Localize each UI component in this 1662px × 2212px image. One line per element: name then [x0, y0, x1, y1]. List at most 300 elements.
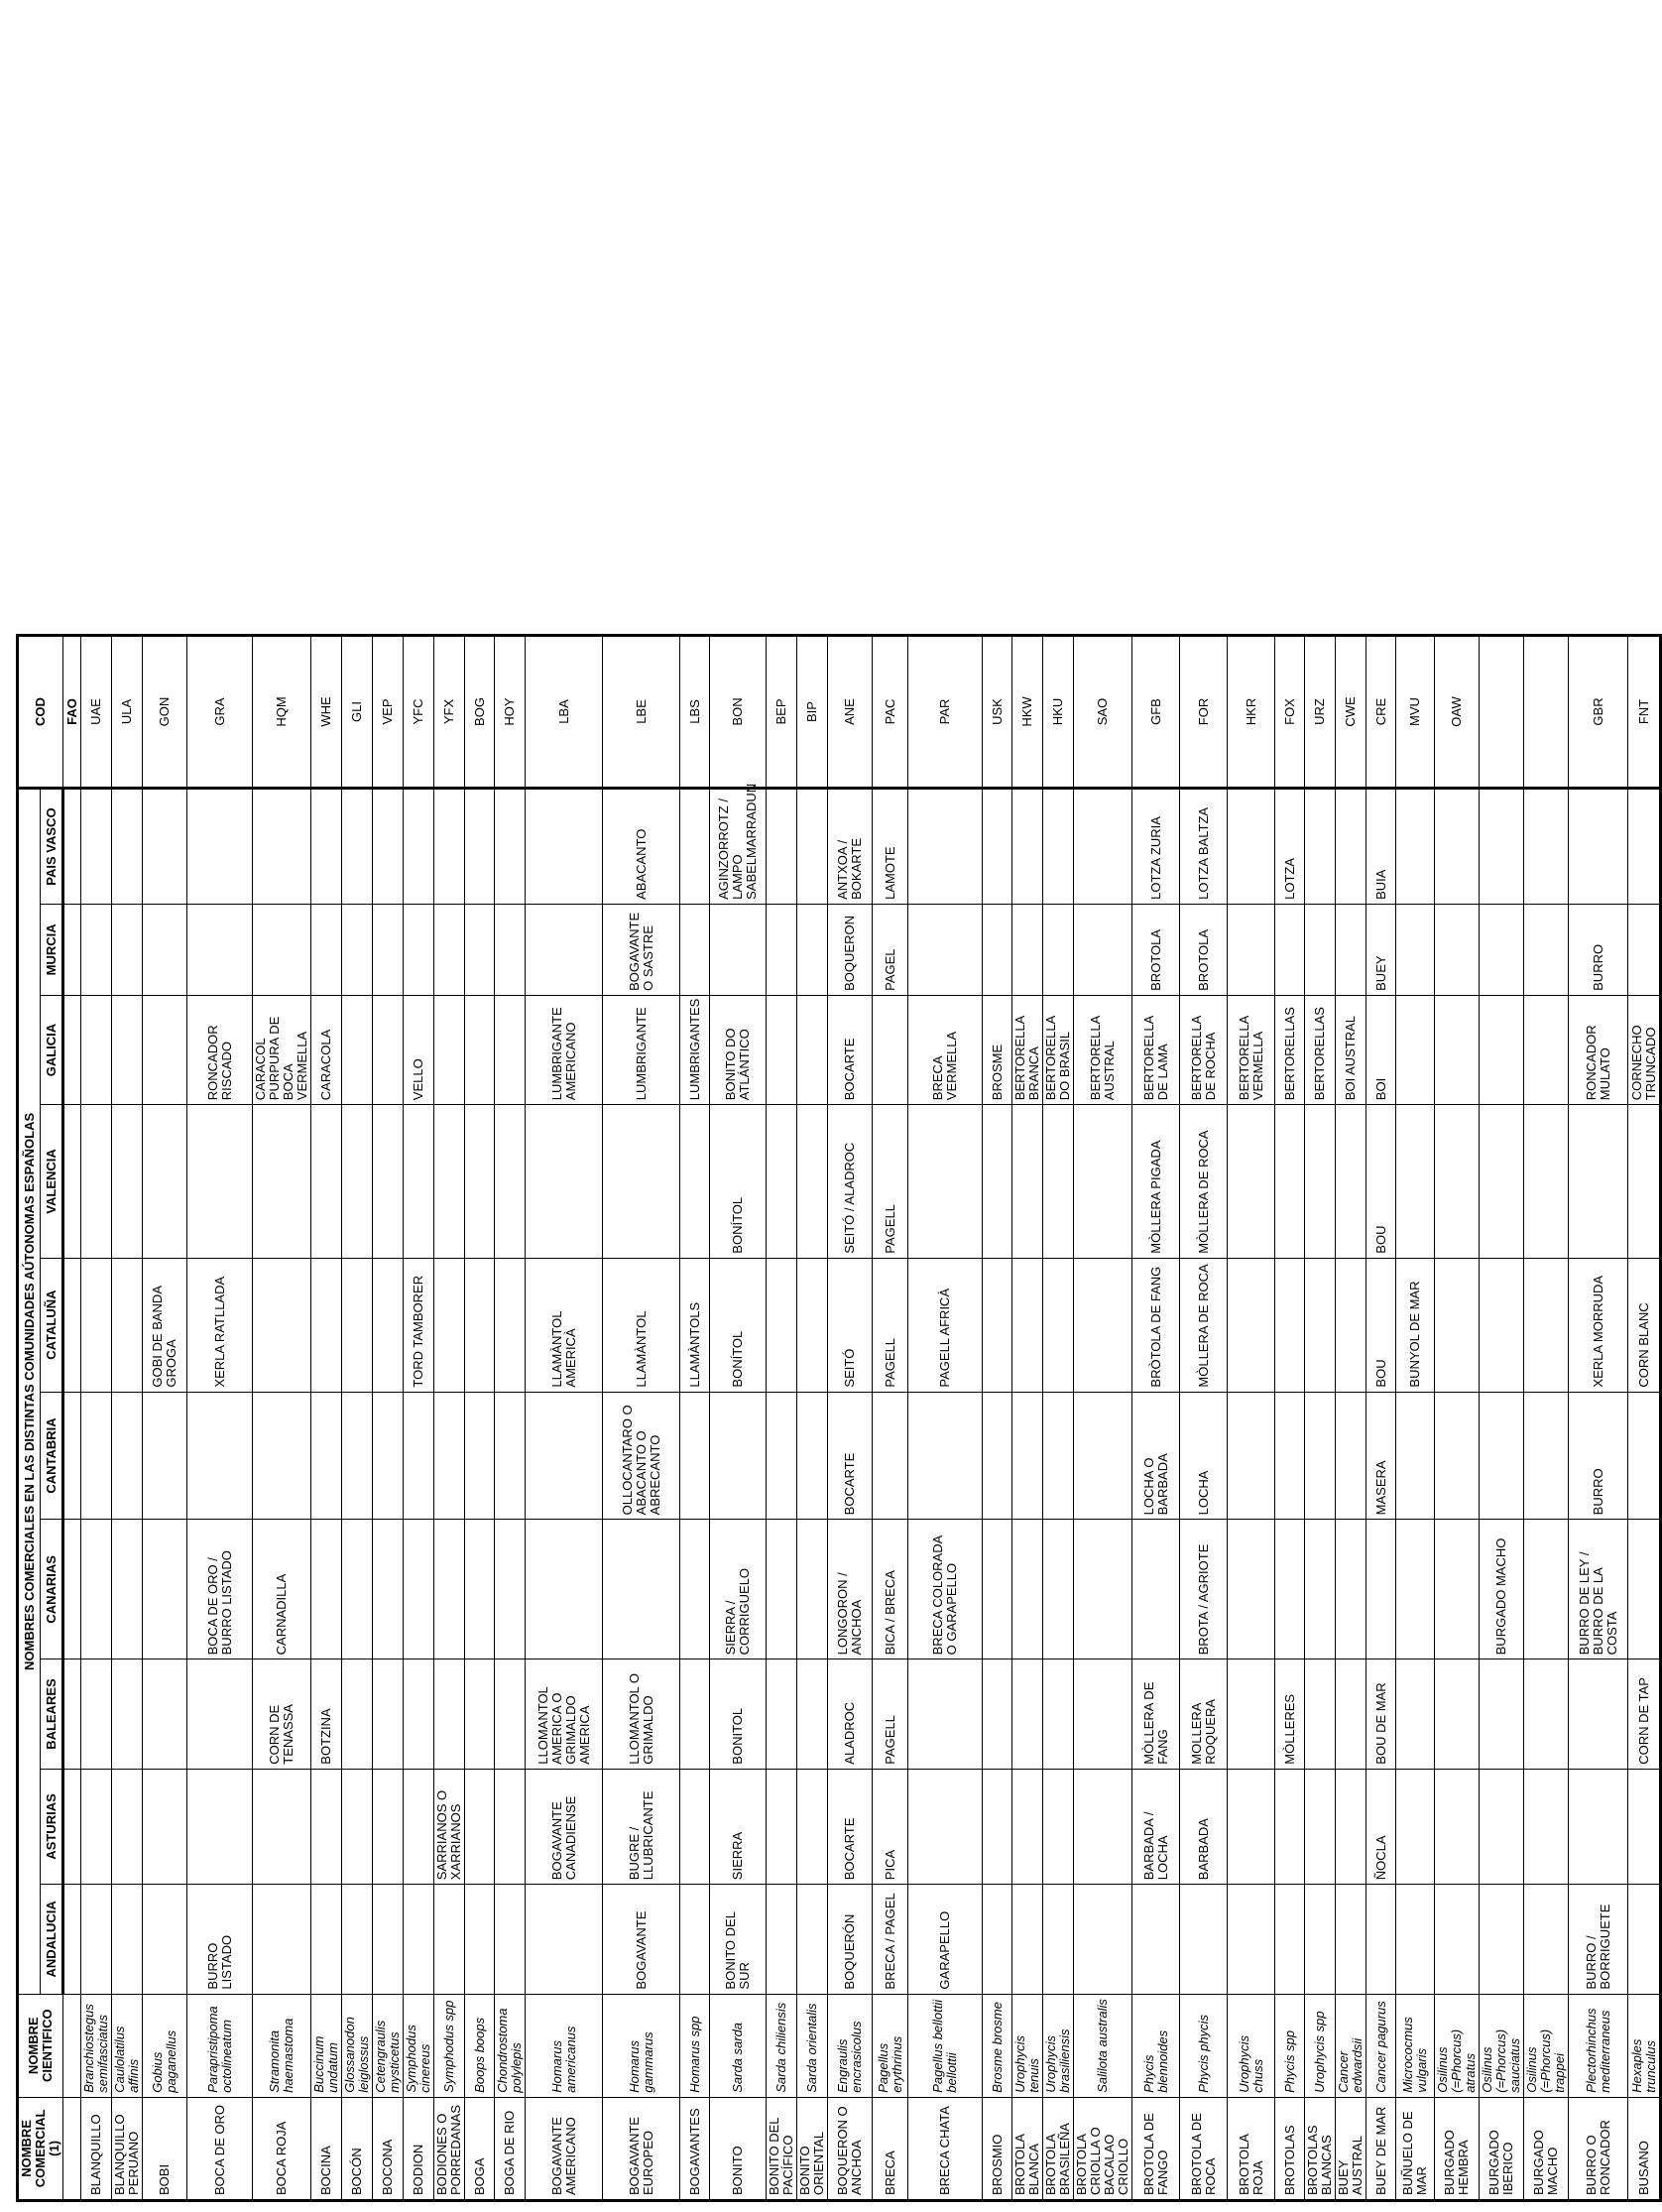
table-row [767, 14, 797, 2201]
region-name-cell [797, 1885, 828, 1994]
region-name-cell [253, 789, 311, 905]
region-name-cell [767, 1258, 797, 1392]
region-name-cell: CORNECHO TRUNCADO [1628, 995, 1661, 1104]
region-name-cell [1012, 1258, 1043, 1392]
region-name-cell [603, 1520, 680, 1659]
common-name-cell: BURGADO IBERICO [1480, 2097, 1524, 2200]
region-name-cell: BERTORELLA VERMELLA [1228, 995, 1275, 1104]
fao-code-cell: LBE [603, 635, 680, 789]
table-row [983, 14, 1012, 2201]
region-name-cell: SIERRA [710, 1769, 767, 1884]
region-name-cell [253, 1105, 311, 1259]
region-name-cell: BUGRE / LLUBRICANTE [603, 1769, 680, 1884]
common-name-cell: BODION [404, 2097, 434, 2200]
region-name-cell [1366, 1885, 1396, 1994]
common-name-cell: BROTOLAS BLANCAS [1305, 2097, 1336, 2200]
region-name-cell: BROTOLA [1180, 904, 1228, 995]
region-name-cell [1305, 1392, 1336, 1520]
common-name-cell: BURGADO HEMBRA [1435, 2097, 1480, 2200]
region-name-cell: BERTORELLA BRANCA [1012, 995, 1043, 1104]
region-name-cell: BOCARTE [828, 1392, 873, 1520]
region-name-cell [1043, 789, 1074, 905]
region-name-cell [1628, 1105, 1661, 1259]
region-name-cell: BONITOL [710, 1659, 767, 1769]
region-name-cell [1305, 1885, 1336, 1994]
region-name-cell [983, 904, 1012, 995]
region-name-cell [1435, 1520, 1480, 1659]
region-name-cell [767, 1769, 797, 1884]
scientific-name-cell: Phycis phycis [1180, 1994, 1228, 2097]
scientific-name-cell: Homarus spp [680, 1994, 710, 2097]
region-name-cell [81, 1105, 112, 1259]
region-name-cell: BURRO [1569, 904, 1628, 995]
common-name-cell: BONITO ORIENTAL [797, 2097, 828, 2200]
region-name-cell [143, 1885, 187, 1994]
common-name-cell: BODIONES O PORREDANAS [434, 2097, 465, 2200]
region-name-cell: OLLOCANTARO O ABACANTO O ABRECANTO [603, 1392, 680, 1520]
region-name-cell [342, 995, 373, 1104]
region-name-cell [983, 1105, 1012, 1259]
region-name-cell: ABACANTO [603, 789, 680, 905]
region-name-cell [465, 1392, 495, 1520]
scientific-name-cell: Hexaples trunculus [1628, 1994, 1661, 2097]
region-name-cell [1524, 1392, 1569, 1520]
region-name-cell [465, 1769, 495, 1884]
region-name-cell [1366, 1520, 1396, 1659]
region-name-cell [1012, 789, 1043, 905]
table-row [710, 14, 767, 2201]
blank-cell [63, 995, 81, 1104]
region-name-cell: MÒLLERA DE FANG [1132, 1659, 1180, 1769]
region-name-cell [1336, 1258, 1366, 1392]
region-name-cell [1524, 1659, 1569, 1769]
region-name-cell [1012, 1520, 1043, 1659]
region-name-cell [1305, 1258, 1336, 1392]
fao-code-cell: YFC [404, 635, 434, 789]
scientific-name-cell: Cancer edwardsii [1336, 1994, 1366, 2097]
region-name-cell [1012, 1659, 1043, 1769]
region-name-cell [1074, 1105, 1132, 1259]
region-name-cell: BONÍTOL [710, 1258, 767, 1392]
region-name-cell: AGINZORROTZ / LAMPO SABELMARRADUN [710, 789, 767, 905]
region-name-cell [680, 1105, 710, 1259]
table-row [187, 14, 253, 2201]
region-name-cell [1132, 1520, 1180, 1659]
region-name-cell [373, 1392, 404, 1520]
region-name-cell [680, 1659, 710, 1769]
header-region: CATALUÑA [41, 1258, 63, 1392]
region-name-cell [342, 1105, 373, 1259]
region-name-cell: CARACOLA [311, 995, 342, 1104]
fao-code-cell: ULA [112, 635, 143, 789]
region-name-cell [1480, 1885, 1524, 1994]
region-name-cell [680, 904, 710, 995]
region-name-cell: BRECA VERMELLA [908, 995, 983, 1104]
region-name-cell: ALADROC [828, 1659, 873, 1769]
region-name-cell [1228, 1392, 1275, 1520]
common-name-cell: BRECA CHATA [908, 2097, 983, 2200]
region-name-cell [1396, 995, 1435, 1104]
common-name-cell: BLANQUILLO PERUANO [112, 2097, 143, 2200]
region-name-cell [112, 1105, 143, 1259]
region-name-cell [1628, 1392, 1661, 1520]
species-names-table [16, 13, 1662, 2202]
table-row [1074, 14, 1132, 2201]
header-common-name: NOMBRE COMERCIAL (1) [18, 2097, 63, 2200]
region-name-cell [112, 1520, 143, 1659]
region-name-cell: MOLLERA ROQUERA [1180, 1659, 1228, 1769]
region-name-cell: RONCADOR MULATO [1569, 995, 1628, 1104]
region-name-cell [434, 1885, 465, 1994]
region-name-cell [908, 1659, 983, 1769]
region-name-cell [143, 1392, 187, 1520]
region-name-cell: LONGORON / ANCHOA [828, 1520, 873, 1659]
table-row [797, 14, 828, 2201]
region-name-cell [526, 1885, 603, 1994]
region-name-cell [465, 789, 495, 905]
region-name-cell [1569, 1105, 1628, 1259]
region-name-cell [1480, 1769, 1524, 1884]
region-name-cell: SARRIANOS O XARRIANOS [434, 1769, 465, 1884]
scientific-name-cell: Homarus gammarus [603, 1994, 680, 2097]
region-name-cell [465, 1885, 495, 1994]
fao-code-cell: CWE [1336, 635, 1366, 789]
fao-code-cell: USK [983, 635, 1012, 789]
region-name-cell [143, 904, 187, 995]
fao-code-cell: GRA [187, 635, 253, 789]
region-name-cell [465, 904, 495, 995]
common-name-cell: BOGAVANTES [680, 2097, 710, 2200]
region-name-cell: PAGELL [873, 1258, 908, 1392]
table-row [253, 14, 311, 2201]
region-name-cell [1305, 1769, 1336, 1884]
scientific-name-cell: Pagellus erythrinus [873, 1994, 908, 2097]
region-name-cell: BERTORELLA DE LAMA [1132, 995, 1180, 1104]
fao-code-cell: PAR [908, 635, 983, 789]
region-name-cell: LUMBRIGANTE [603, 995, 680, 1104]
scientific-name-cell: Osilinus (=Phorcus) atratus [1435, 1994, 1480, 2097]
region-name-cell: BOQUERÓN [828, 1885, 873, 1994]
region-name-cell [112, 995, 143, 1104]
region-name-cell: PAGELL [873, 1659, 908, 1769]
region-name-cell [81, 1258, 112, 1392]
region-name-cell [680, 1769, 710, 1884]
region-name-cell [373, 904, 404, 995]
region-name-cell [680, 789, 710, 905]
blank-cell [63, 1994, 81, 2097]
region-name-cell [1012, 1885, 1043, 1994]
region-name-cell [187, 1105, 253, 1259]
common-name-cell: BOBI [143, 2097, 187, 2200]
region-name-cell: LOCHA [1180, 1392, 1228, 1520]
region-name-cell [373, 1105, 404, 1259]
common-name-cell: BROTOLA CRIOLLA O BACALAO CRIOLLO [1074, 2097, 1132, 2200]
region-name-cell [495, 1392, 526, 1520]
table-row [373, 14, 404, 2201]
region-name-cell [797, 1520, 828, 1659]
region-name-cell: BOI [1366, 995, 1396, 1104]
blank-cell [63, 1105, 81, 1259]
region-name-cell [908, 904, 983, 995]
table-row [465, 14, 495, 2201]
region-name-cell [112, 904, 143, 995]
region-name-cell [797, 1392, 828, 1520]
region-name-cell [908, 1769, 983, 1884]
fao-code-cell: BEP [767, 635, 797, 789]
region-name-cell: LLAMÀNTOL [603, 1258, 680, 1392]
region-name-cell [908, 1105, 983, 1259]
region-name-cell [983, 1258, 1012, 1392]
region-name-cell: BURRO [1569, 1392, 1628, 1520]
region-name-cell: LLOMANTOL AMERICA O GRIMALDO AMERICA [526, 1659, 603, 1769]
region-name-cell [187, 789, 253, 905]
header-region: CANARIAS [41, 1520, 63, 1659]
region-name-cell [1228, 789, 1275, 905]
region-name-cell: BERTORELLAS [1305, 995, 1336, 1104]
common-name-cell: BOCA DE ORO [187, 2097, 253, 2200]
scientific-name-cell: Osilinus (=Phorcus) trappei [1524, 1994, 1569, 2097]
fao-code-cell: BIP [797, 635, 828, 789]
common-name-cell: BROTOLA BLANCA [1012, 2097, 1043, 2200]
region-name-cell [1275, 1392, 1305, 1520]
region-name-cell [710, 904, 767, 995]
region-name-cell [680, 1392, 710, 1520]
region-name-cell [1480, 1659, 1524, 1769]
scientific-name-cell: Chondrostoma polylepis [495, 1994, 526, 2097]
table-row [404, 14, 434, 2201]
region-name-cell [434, 1258, 465, 1392]
region-name-cell [1074, 789, 1132, 905]
region-name-cell: BERTORELLAS [1275, 995, 1305, 1104]
blank-cell [63, 1659, 81, 1769]
region-name-cell [465, 995, 495, 1104]
region-name-cell [1628, 1885, 1661, 1994]
scientific-name-cell: Plectorhinchus mediterraneus [1569, 1994, 1628, 2097]
scientific-name-cell: Phycis blennoides [1132, 1994, 1180, 2097]
fao-code-cell: MVU [1396, 635, 1435, 789]
region-name-cell [1524, 1520, 1569, 1659]
fao-code-cell: ANE [828, 635, 873, 789]
region-name-cell [373, 789, 404, 905]
region-name-cell: LOTZA [1275, 789, 1305, 905]
table-row [908, 14, 983, 2201]
region-name-cell: CORN DE TAP [1628, 1659, 1661, 1769]
region-name-cell [1043, 1885, 1074, 1994]
header-scientific-name: NOMBRE CIENTIFICO [18, 1994, 63, 2097]
region-name-cell: MÒLLERA DE ROCA [1180, 1258, 1228, 1392]
region-name-cell [526, 904, 603, 995]
region-name-cell [112, 1258, 143, 1392]
region-name-cell [1305, 1105, 1336, 1259]
scientific-name-cell: Salilota australis [1074, 1994, 1132, 2097]
region-name-cell: LOCHA O BARBADA [1132, 1392, 1180, 1520]
fao-code-cell: HQM [253, 635, 311, 789]
scientific-name-cell: Symphodus cinereus [404, 1994, 434, 2097]
table-row [1396, 14, 1435, 2201]
common-name-cell: BUSANO [1628, 2097, 1661, 2200]
fao-code-cell: PAC [873, 635, 908, 789]
region-name-cell [465, 1258, 495, 1392]
region-name-cell [1628, 904, 1661, 995]
region-name-cell [1228, 1885, 1275, 1994]
region-name-cell [342, 1659, 373, 1769]
scientific-name-cell: Pagellus bellottii bellottii [908, 1994, 983, 2097]
fao-code-cell: HOY [495, 635, 526, 789]
region-name-cell [112, 1659, 143, 1769]
table-row [1275, 14, 1305, 2201]
common-name-cell: BOGA [465, 2097, 495, 2200]
common-name-cell: BOCÓN [342, 2097, 373, 2200]
region-name-cell: MÒLLERA PIGADA [1132, 1105, 1180, 1259]
region-name-cell [311, 904, 342, 995]
common-name-cell: BOGAVANTE AMERICANO [526, 2097, 603, 2200]
table-row [434, 14, 465, 2201]
region-name-cell [1043, 1258, 1074, 1392]
region-name-cell [873, 1392, 908, 1520]
region-name-cell: BOCARTE [828, 1769, 873, 1884]
region-name-cell [1305, 1659, 1336, 1769]
fao-code-cell: SAO [1074, 635, 1132, 789]
scientific-name-cell: Branchiostegus semifasciatus [81, 1994, 112, 2097]
region-name-cell [1043, 904, 1074, 995]
region-name-cell [81, 789, 112, 905]
common-name-cell: BOCA ROJA [253, 2097, 311, 2200]
region-name-cell [434, 789, 465, 905]
table-row [1180, 14, 1228, 2201]
header-row-top [18, 14, 41, 2201]
region-name-cell [797, 1769, 828, 1884]
region-name-cell [373, 1520, 404, 1659]
region-name-cell [434, 1105, 465, 1259]
region-name-cell [1043, 1105, 1074, 1259]
common-name-cell: BURRO O RONCADOR [1569, 2097, 1628, 2200]
region-name-cell [434, 1659, 465, 1769]
region-name-cell: CORN DE TENASSA [253, 1659, 311, 1769]
region-name-cell: LUMBRIGANTE AMERICANO [526, 995, 603, 1104]
region-name-cell [1569, 1659, 1628, 1769]
region-name-cell [1435, 1769, 1480, 1884]
region-name-cell [342, 1885, 373, 1994]
region-name-cell [797, 1659, 828, 1769]
region-name-cell [797, 995, 828, 1104]
common-name-cell: BONITO DEL PACÍFICO [767, 2097, 797, 2200]
region-name-cell: BUEY [1366, 904, 1396, 995]
region-name-cell [373, 995, 404, 1104]
region-name-cell [404, 1392, 434, 1520]
region-name-cell: ÑOCLA [1366, 1769, 1396, 1884]
fao-code-cell: GFB [1132, 635, 1180, 789]
region-name-cell [1524, 904, 1569, 995]
fao-code-cell: GON [143, 635, 187, 789]
region-name-cell [680, 1520, 710, 1659]
region-name-cell [1524, 789, 1569, 905]
region-name-cell [767, 1392, 797, 1520]
region-name-cell: SIERRA / CORRIGUELO [710, 1520, 767, 1659]
region-name-cell [1336, 1769, 1366, 1884]
common-name-cell: BOCINA [311, 2097, 342, 2200]
region-name-cell [767, 789, 797, 905]
region-name-cell [1012, 1769, 1043, 1884]
region-name-cell [495, 1520, 526, 1659]
fao-code-cell: FNT [1628, 635, 1661, 789]
fao-code-cell: WHE [311, 635, 342, 789]
header-region: ASTURIAS [41, 1769, 63, 1884]
scientific-name-cell: Urophycis chuss [1228, 1994, 1275, 2097]
fao-code-cell: HKR [1228, 635, 1275, 789]
region-name-cell [1336, 1392, 1366, 1520]
region-name-cell: BURRO / BORRIGUETE [1569, 1885, 1628, 1994]
region-name-cell: PAGEL [873, 904, 908, 995]
region-name-cell: BONÍTOL [710, 1105, 767, 1259]
region-name-cell [112, 1392, 143, 1520]
region-name-cell [1305, 1520, 1336, 1659]
region-name-cell: VELLO [404, 995, 434, 1104]
region-name-cell: LAMOTE [873, 789, 908, 905]
region-name-cell: BOU [1366, 1105, 1396, 1259]
region-name-cell: PAGELL AFRICÀ [908, 1258, 983, 1392]
region-name-cell [112, 789, 143, 905]
common-name-cell: BUEY AUSTRAL [1336, 2097, 1366, 2200]
scientific-name-cell: Urophycis brasiliensis [1043, 1994, 1074, 2097]
region-name-cell [1569, 1769, 1628, 1884]
scientific-name-cell: Micrococmus vulgaris [1396, 1994, 1435, 2097]
blank-cell [63, 789, 81, 905]
region-name-cell [1480, 1105, 1524, 1259]
region-name-cell [311, 1520, 342, 1659]
region-name-cell [1228, 1769, 1275, 1884]
region-name-cell [311, 1769, 342, 1884]
blank-cell [63, 2097, 81, 2200]
region-name-cell: GARAPELLO [908, 1885, 983, 1994]
common-name-cell: BROTOLA DE ROCA [1180, 2097, 1228, 2200]
region-name-cell [1480, 995, 1524, 1104]
region-name-cell [1132, 1885, 1180, 1994]
region-name-cell [311, 1105, 342, 1259]
region-name-cell [983, 1769, 1012, 1884]
region-name-cell [187, 1659, 253, 1769]
region-name-cell: BERTORELLA AUSTRAL [1074, 995, 1132, 1104]
region-name-cell [1435, 1659, 1480, 1769]
region-name-cell [465, 1520, 495, 1659]
scientific-name-cell: Engraulis encrasicolus [828, 1994, 873, 2097]
region-name-cell [342, 1769, 373, 1884]
fao-code-cell: BOG [465, 635, 495, 789]
region-name-cell [767, 1105, 797, 1259]
region-name-cell [1435, 1258, 1480, 1392]
region-name-cell [983, 789, 1012, 905]
region-name-cell [1396, 1105, 1435, 1259]
region-name-cell [797, 789, 828, 905]
table-row [1435, 14, 1480, 2201]
scientific-name-cell: Sarda orientalis [797, 1994, 828, 2097]
header-region: PAIS VASCO [41, 789, 63, 905]
region-name-cell [797, 1258, 828, 1392]
region-name-cell [1228, 904, 1275, 995]
region-name-cell: BURRO LISTADO [187, 1885, 253, 1994]
region-name-cell [797, 904, 828, 995]
common-name-cell: BLANQUILLO [81, 2097, 112, 2200]
region-name-cell [1043, 1659, 1074, 1769]
region-name-cell [81, 1769, 112, 1884]
common-name-cell: BROTOLA DE FANGO [1132, 2097, 1180, 2200]
region-name-cell: BOGAVANTE CANADIENSE [526, 1769, 603, 1884]
region-name-cell: CORN BLANC [1628, 1258, 1661, 1392]
blank-cell [63, 904, 81, 995]
fao-code-cell: HKW [1012, 635, 1043, 789]
region-name-cell: GOBI DE BANDA GROGA [143, 1258, 187, 1392]
region-name-cell [434, 904, 465, 995]
region-name-cell: BICA / BRECA [873, 1520, 908, 1659]
